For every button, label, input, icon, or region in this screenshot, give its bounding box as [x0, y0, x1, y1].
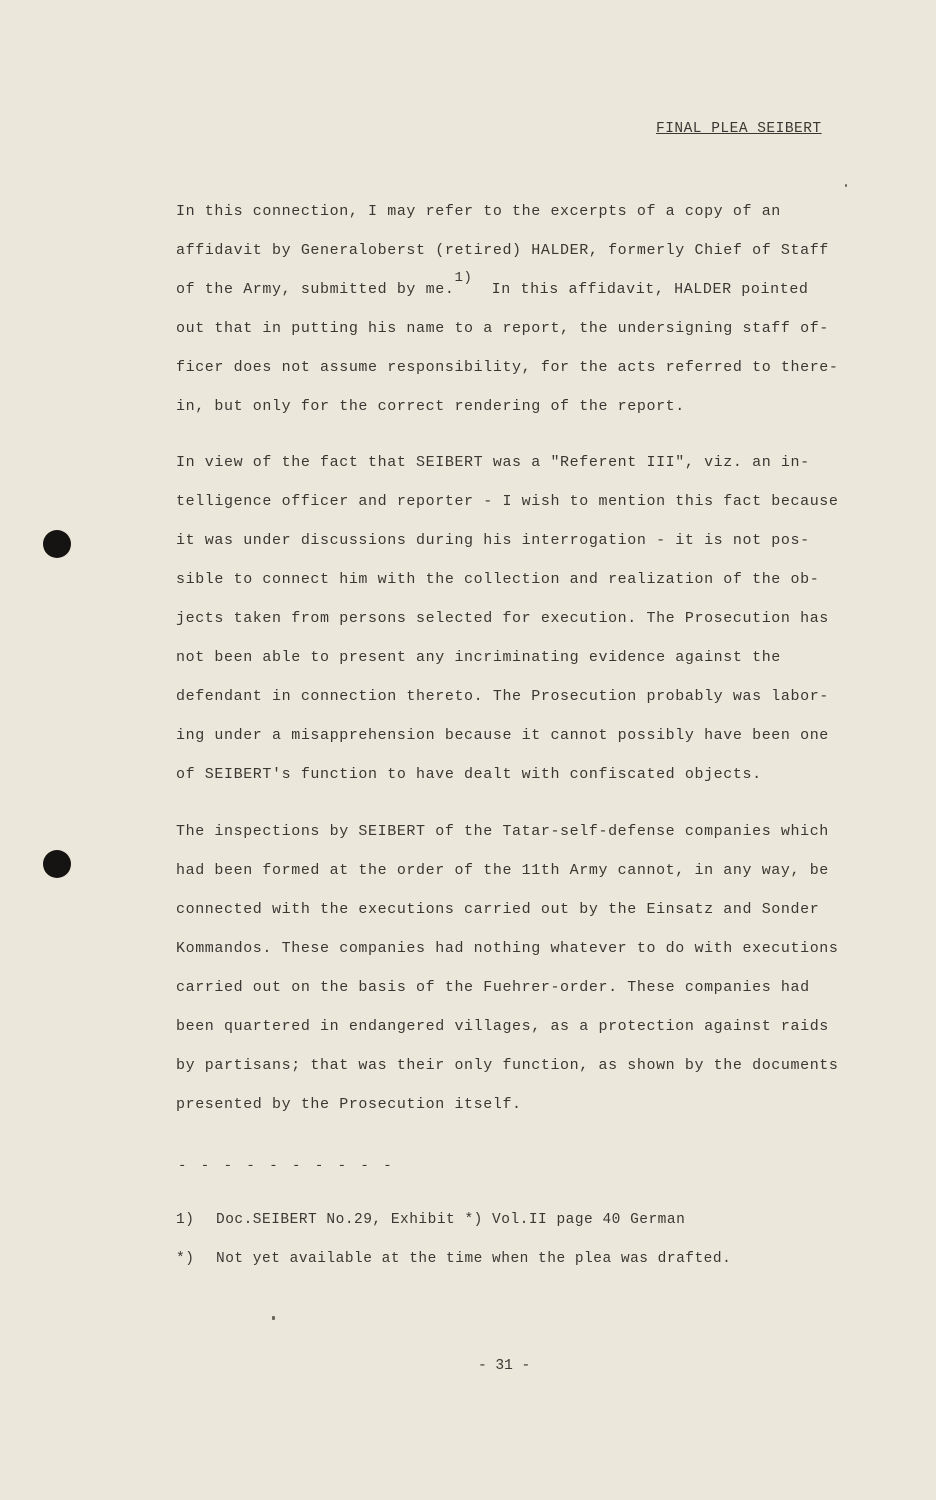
- footnote-mark: *): [176, 1251, 195, 1267]
- text-line: telligence officer and reporter - I wish to mention this fact because: [176, 493, 839, 510]
- footnote-text: Doc.SEIBERT No.29, Exhibit *) Vol.II page 40 German: [216, 1212, 686, 1228]
- paragraph-1: [176, 192, 876, 426]
- text-fragment: of the Army, submitted by me.: [176, 281, 455, 298]
- text-line: been quartered in endangered villages, as a protection against raids: [176, 1018, 829, 1035]
- text-line: In view of the fact that SEIBERT was a "Referent III", viz. an in-: [176, 454, 810, 471]
- text-line: carried out on the basis of the Fuehrer-order. These companies had: [176, 979, 810, 996]
- text-line: Kommandos. These companies had nothing whatever to do with executions: [176, 940, 839, 957]
- text-line: presented by the Prosecution itself.: [176, 1096, 522, 1113]
- footnote-reference: 1): [454, 270, 473, 286]
- paper-speck: [845, 184, 847, 187]
- text-line: by partisans; that was their only function, as shown by the documents: [176, 1057, 839, 1074]
- punch-hole: [43, 530, 71, 558]
- text-line: not been able to present any incriminating evidence against the: [176, 649, 781, 666]
- text-line: it was under discussions during his interrogation - it is not pos-: [176, 532, 810, 549]
- text-line: [176, 270, 876, 309]
- footnote-2: [176, 1251, 731, 1267]
- text-line: affidavit by Generaloberst (retired) HALDER, formerly Chief of Staff: [176, 242, 829, 259]
- page-number: - 31 -: [478, 1358, 531, 1374]
- footnote-mark: 1): [176, 1212, 195, 1228]
- text-line: ficer does not assume responsibility, for the acts referred to there-: [176, 359, 839, 376]
- punch-hole: [43, 850, 71, 878]
- text-line: had been formed at the order of the 11th Army cannot, in any way, be: [176, 862, 829, 879]
- footnote-1: [176, 1212, 685, 1228]
- text-line: connected with the executions carried out by the Einsatz and Sonder: [176, 901, 820, 918]
- text-line: sible to connect him with the collection and realization of the ob-: [176, 571, 820, 588]
- footnote-separator: - - - - - - - - - -: [178, 1158, 395, 1174]
- text-line: in, but only for the correct rendering of the report.: [176, 398, 685, 415]
- text-line: defendant in connection thereto. The Prosecution probably was labor-: [176, 688, 829, 705]
- paper-speck: [272, 1316, 275, 1320]
- text-line: of SEIBERT's function to have dealt with confiscated objects.: [176, 766, 762, 783]
- text-line: ing under a misapprehension because it cannot possibly have been one: [176, 727, 829, 744]
- text-line: out that in putting his name to a report, the undersigning staff of-: [176, 320, 829, 337]
- paragraph-2: [176, 443, 876, 794]
- text-line: In this connection, I may refer to the excerpts of a copy of an: [176, 203, 781, 220]
- text-line: The inspections by SEIBERT of the Tatar-self-defense companies which: [176, 823, 829, 840]
- page-header: FINAL PLEA SEIBERT: [656, 121, 822, 137]
- footnote-text: Not yet available at the time when the plea was drafted.: [216, 1251, 732, 1267]
- text-line: jects taken from persons selected for execution. The Prosecution has: [176, 610, 829, 627]
- text-fragment: In this affidavit, HALDER pointed: [491, 281, 809, 298]
- paragraph-3: [176, 812, 876, 1124]
